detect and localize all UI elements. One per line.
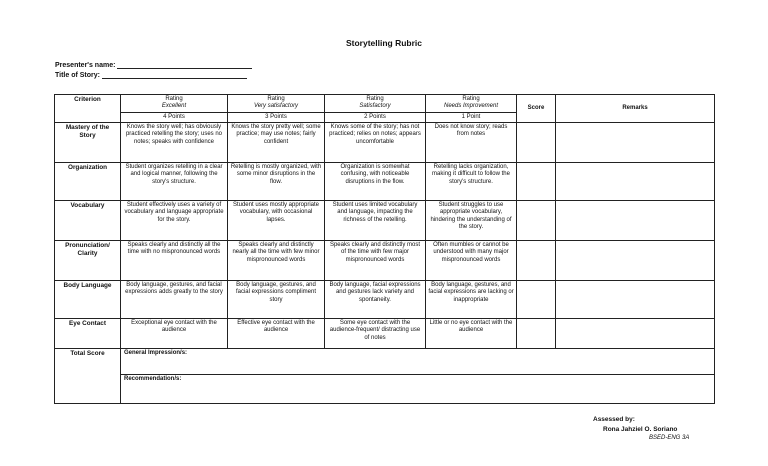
rubric-cell: Retelling is mostly organized, with some minor disruptions in the flow.: [228, 162, 325, 200]
score-cell[interactable]: [517, 122, 556, 162]
points-needs-improvement: 1 Point: [426, 112, 517, 122]
rubric-cell: Student organizes retelling in a clear and logical manner, following the story's structure.: [121, 162, 228, 200]
rubric-cell: Body language, gestures, and facial expressions compliment story: [228, 280, 325, 318]
assessor-name: Rona Jahziel O. Soriano: [603, 426, 678, 433]
rubric-cell: Speaks clearly and distinctly nearly all the time with few minor mispronounced words: [228, 240, 325, 280]
rating-quality: Excellent: [161, 103, 187, 110]
points-excellent: 4 Points: [121, 112, 228, 122]
rubric-cell: Body language, facial expressions and gestures lack variety and spontaneity.: [325, 280, 426, 318]
story-title-line[interactable]: [102, 70, 247, 79]
recommendation-row: [55, 374, 715, 403]
recommendation-field[interactable]: [121, 374, 715, 403]
remarks-cell[interactable]: [556, 122, 715, 162]
table-row: [55, 162, 715, 200]
table-row: [55, 280, 715, 318]
rating-header-satisfactory: [325, 95, 426, 113]
rubric-cell: Student effectively uses a variety of vocabulary and language appropriate for the story.: [121, 200, 228, 240]
rubric-cell: Does not know story; reads from notes: [426, 122, 517, 162]
rating-header-very-satisfactory: [228, 95, 325, 113]
rubric-cell: Knows the story pretty well; some practice; may use notes; fairly confident: [228, 122, 325, 162]
score-cell[interactable]: [517, 200, 556, 240]
rubric-cell: Knows the story well; has obviously practiced retelling the story; uses no notes; speaks with confidence: [121, 122, 228, 162]
general-impression-label: General Impression/s:: [124, 349, 188, 356]
table-row: [55, 240, 715, 280]
remarks-cell[interactable]: [556, 318, 715, 348]
rubric-cell: Often mumbles or cannot be understood with many major mispronounced words: [426, 240, 517, 280]
score-cell[interactable]: [517, 240, 556, 280]
header-row: [55, 95, 715, 113]
general-impression-field[interactable]: [121, 348, 715, 374]
rubric-cell: Effective eye contact with the audience: [228, 318, 325, 348]
recommendation-label: Recommendation/s:: [124, 375, 182, 382]
criterion-cell: Eye Contact: [55, 318, 121, 348]
score-cell[interactable]: [517, 162, 556, 200]
rating-quality: Satisfactory: [359, 103, 391, 110]
criterion-cell: Pronunciation/ Clarity: [55, 240, 121, 280]
criterion-header: Criterion: [55, 95, 121, 123]
rubric-cell: Exceptional eye contact with the audience: [121, 318, 228, 348]
rubric-cell: Body language, gestures, and facial expressions adds greatly to the story: [121, 280, 228, 318]
story-title-field: [55, 70, 247, 79]
score-cell[interactable]: [517, 280, 556, 318]
criterion-cell: Vocabulary: [55, 200, 121, 240]
criterion-cell: Body Language: [55, 280, 121, 318]
rating-quality: Needs Improvement: [443, 103, 499, 110]
story-title-label: Title of Story:: [55, 72, 100, 79]
rubric-cell: Student uses mostly appropriate vocabulary, with occasional lapses.: [228, 200, 325, 240]
score-header: Score: [517, 95, 556, 123]
rating-label: Rating: [462, 96, 480, 102]
rubric-cell: Some eye contact with the audience-frequent/ distracting use of notes: [325, 318, 426, 348]
remarks-cell[interactable]: [556, 162, 715, 200]
points-very-satisfactory: 3 Points: [228, 112, 325, 122]
table-row: [55, 122, 715, 162]
points-satisfactory: 2 Points: [325, 112, 426, 122]
criterion-cell: Organization: [55, 162, 121, 200]
presenter-name-line[interactable]: [117, 60, 252, 69]
remarks-header: Remarks: [556, 95, 715, 123]
assessed-by-label: Assessed by:: [593, 416, 635, 423]
score-cell[interactable]: [517, 318, 556, 348]
total-score-row: [55, 348, 715, 374]
rubric-cell: Speaks clearly and distinctly most of the time with few major mispronounced words: [325, 240, 426, 280]
rubric-cell: Retelling lacks organization, making it difficult to follow the story's structure.: [426, 162, 517, 200]
rating-header-excellent: [121, 95, 228, 113]
presenter-name-field: [55, 60, 252, 69]
presenter-name-label: Presenter's name:: [55, 62, 116, 69]
remarks-cell[interactable]: [556, 240, 715, 280]
table-row: [55, 200, 715, 240]
criterion-cell: Mastery of the Story: [55, 122, 121, 162]
table-row: [55, 318, 715, 348]
rating-label: Rating: [267, 96, 285, 102]
remarks-cell[interactable]: [556, 200, 715, 240]
assessor-section: BSED-ENG 3A: [649, 435, 690, 441]
rubric-cell: Body language, gestures, and facial expressions are lacking or inappropriate: [426, 280, 517, 318]
rubric-cell: Knows some of the story; has not practiced; relies on notes; appears uncomfortable: [325, 122, 426, 162]
rubric-cell: Student struggles to use appropriate vocabulary, hindering the understanding of the story.: [426, 200, 517, 240]
rating-header-needs-improvement: [426, 95, 517, 113]
rubric-cell: Organization is somewhat confusing, with noticeable disruptions in the flow.: [325, 162, 426, 200]
rating-quality: Very satisfactory: [253, 103, 299, 110]
rating-label: Rating: [165, 96, 183, 102]
total-score-label: Total Score: [55, 348, 121, 403]
rating-label: Rating: [366, 96, 384, 102]
remarks-cell[interactable]: [556, 280, 715, 318]
rubric-cell: Speaks clearly and distinctly all the time with no mispronounced words: [121, 240, 228, 280]
rubric-table: [54, 94, 715, 404]
rubric-cell: Student uses limited vocabulary and language, impacting the richness of the retelling.: [325, 200, 426, 240]
document-title: Storytelling Rubric: [345, 38, 423, 48]
rubric-cell: Little or no eye contact with the audience: [426, 318, 517, 348]
